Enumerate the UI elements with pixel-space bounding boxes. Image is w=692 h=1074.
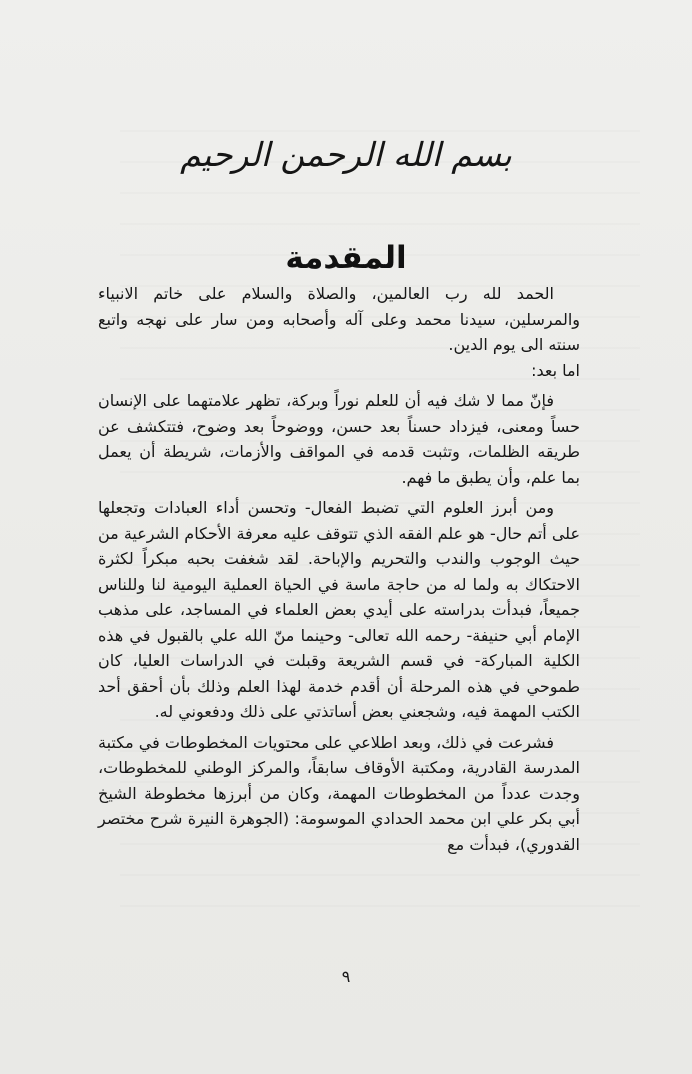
page-number: ٩ [341,967,351,986]
paragraph-opening: الحمد لله رب العالمين، والصلاة والسلام على خاتم الانبياء والمرسلين، سيدنا محمد وعلى آله وأصحابه ومن سار على نهجه واتبع سنته الى يوم الدين. [98,284,580,354]
paragraph-amma-bad: اما بعد: [531,360,580,380]
paragraph-fiqh: ومن أبرز العلوم التي تضبط الفعال- وتحسن أداء العبادات وتجعلها على أتم حال- هو علم الفقه الذي تتوقف عليه معرفة الأحكام الشرعية من حيث الوجوب والندب والتحريم والإباحة. لقد شغفت بحبه مبكراً لكثرة الاحتكاك به ولما له من حاجة ماسة في الحياة العملية اليومية لنا وللناس جميعاً، فبدأت بدراسته على أيدي بعض العلماء في المساجد، على مذهب الإمام أبي حنيفة- رحمه الله تعالى- وحينما منّ الله علي بالقبول في هذه الكلية المباركة- في قسم الشريعة وقبلت في الدراسات العليا، كان طموحي في هذه المرحلة أن أقدم خدمة لهذا العلم وذلك بأن أحقق أحد الكتب المهمة فيه، وشجعني بعض أساتذتي على ذلك ودفعوني له. [98,498,580,721]
body-text [98,281,580,857]
basmala-calligraphy: بسم الله الرحمن الرحيم [180,135,512,174]
paragraph-knowledge-light: فإنّ مما لا شك فيه أن للعلم نوراً وبركة، تظهر علامتهما على الإنسان حساً ومعنى، فيزداد حسناً بعد حسن، ووضوحاً بعد وضوح، فتتكشف عن طريقه الظلمات، وتثبت قدمه في المواقف والأزمات، شريطة أن يعمل بما علم، وأن يطبق ما فهم. [98,391,580,487]
paragraph-manuscripts: فشرعت في ذلك، وبعد اطلاعي على محتويات المخطوطات في مكتبة المدرسة القادرية، ومكتبة الأوقاف سابقاً، والمركز الوطني للمخطوطات، وجدت عدداً من المخطوطات المهمة، وكان من أبرزها مخطوطة الشيخ أبي بكر علي ابن محمد الحدادي الموسومة: (الجوهرة النيرة شرح مختصر القدوري)، فبدأت مع [98,732,580,854]
page-heading: المقدمة [285,240,407,276]
